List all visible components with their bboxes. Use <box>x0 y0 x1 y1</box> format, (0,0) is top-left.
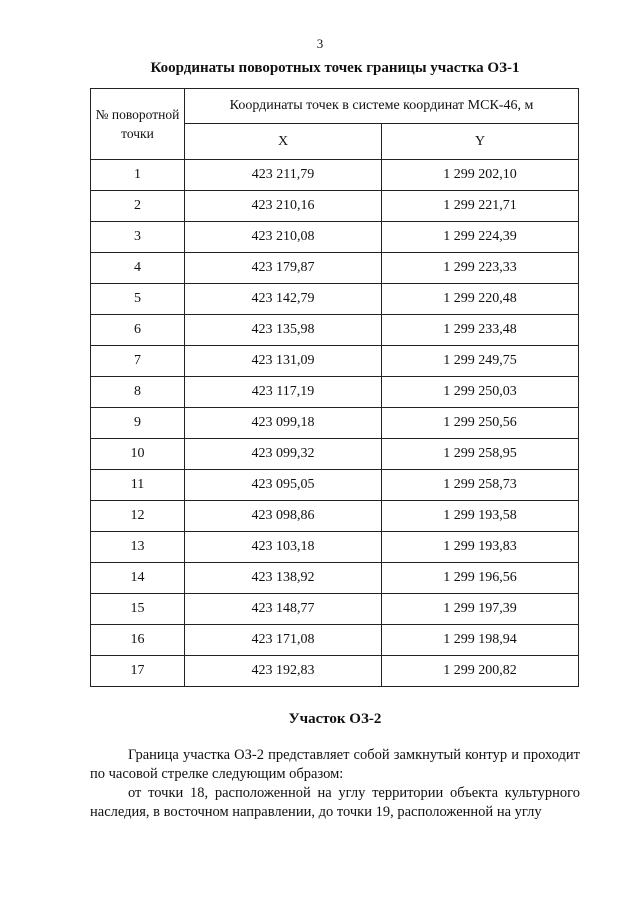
point-number-cell: 12 <box>91 501 185 532</box>
body-text <box>90 746 580 822</box>
x-coordinate-cell: 423 210,16 <box>185 191 382 222</box>
point-number-cell: 4 <box>91 253 185 284</box>
x-coordinate-cell: 423 098,86 <box>185 501 382 532</box>
paragraph: от точки 18, расположенной на углу территории объекта культурного наследия, в восточном направлении, до точки 19, расположенной на углу <box>90 785 580 820</box>
y-coordinate-cell: 1 299 200,82 <box>382 656 579 687</box>
point-number-cell: 1 <box>91 160 185 191</box>
table-row <box>91 315 579 346</box>
y-coordinate-cell: 1 299 193,58 <box>382 501 579 532</box>
table-row <box>91 160 579 191</box>
y-coordinate-cell: 1 299 220,48 <box>382 284 579 315</box>
x-coordinate-cell: 423 179,87 <box>185 253 382 284</box>
point-number-cell: 13 <box>91 532 185 563</box>
x-coordinate-cell: 423 171,08 <box>185 625 382 656</box>
table-row <box>91 594 579 625</box>
point-number-cell: 3 <box>91 222 185 253</box>
table-row <box>91 191 579 222</box>
y-coordinate-cell: 1 299 249,75 <box>382 346 579 377</box>
point-number-cell: 2 <box>91 191 185 222</box>
table-row <box>91 439 579 470</box>
x-coordinate-cell: 423 148,77 <box>185 594 382 625</box>
header-y: Y <box>382 124 579 160</box>
point-number-cell: 17 <box>91 656 185 687</box>
point-number-cell: 11 <box>91 470 185 501</box>
x-coordinate-cell: 423 131,09 <box>185 346 382 377</box>
table-row <box>91 532 579 563</box>
coordinates-table <box>90 88 579 687</box>
y-coordinate-cell: 1 299 224,39 <box>382 222 579 253</box>
point-number-cell: 8 <box>91 377 185 408</box>
point-number-cell: 5 <box>91 284 185 315</box>
y-coordinate-cell: 1 299 258,73 <box>382 470 579 501</box>
table-row <box>91 346 579 377</box>
x-coordinate-cell: 423 142,79 <box>185 284 382 315</box>
y-coordinate-cell: 1 299 196,56 <box>382 563 579 594</box>
x-coordinate-cell: 423 099,32 <box>185 439 382 470</box>
point-number-cell: 10 <box>91 439 185 470</box>
header-point-number: № поворотной точки <box>91 89 185 160</box>
x-coordinate-cell: 423 138,92 <box>185 563 382 594</box>
table-body <box>91 160 579 687</box>
table-row <box>91 563 579 594</box>
y-coordinate-cell: 1 299 223,33 <box>382 253 579 284</box>
x-coordinate-cell: 423 135,98 <box>185 315 382 346</box>
point-number-cell: 7 <box>91 346 185 377</box>
point-number-cell: 9 <box>91 408 185 439</box>
x-coordinate-cell: 423 192,83 <box>185 656 382 687</box>
y-coordinate-cell: 1 299 233,48 <box>382 315 579 346</box>
table-row <box>91 253 579 284</box>
point-number-cell: 6 <box>91 315 185 346</box>
header-coordinate-system: Координаты точек в системе координат МСК-46, м <box>185 89 579 124</box>
table-row <box>91 470 579 501</box>
document-title: Координаты поворотных точек границы участка ОЗ-1 <box>150 60 520 76</box>
table-row <box>91 625 579 656</box>
y-coordinate-cell: 1 299 258,95 <box>382 439 579 470</box>
table-row <box>91 284 579 315</box>
y-coordinate-cell: 1 299 193,83 <box>382 532 579 563</box>
x-coordinate-cell: 423 211,79 <box>185 160 382 191</box>
table-row <box>91 222 579 253</box>
x-coordinate-cell: 423 103,18 <box>185 532 382 563</box>
table-row <box>91 501 579 532</box>
x-coordinate-cell: 423 099,18 <box>185 408 382 439</box>
table-row <box>91 656 579 687</box>
y-coordinate-cell: 1 299 250,56 <box>382 408 579 439</box>
header-x: X <box>185 124 382 160</box>
y-coordinate-cell: 1 299 221,71 <box>382 191 579 222</box>
table-row <box>91 377 579 408</box>
y-coordinate-cell: 1 299 250,03 <box>382 377 579 408</box>
y-coordinate-cell: 1 299 198,94 <box>382 625 579 656</box>
paragraph: Граница участка ОЗ-2 представляет собой замкнутый контур и проходит по часовой стрелке следующим образом: <box>90 747 580 782</box>
x-coordinate-cell: 423 210,08 <box>185 222 382 253</box>
point-number-cell: 14 <box>91 563 185 594</box>
page-number: 3 <box>316 36 324 51</box>
x-coordinate-cell: 423 117,19 <box>185 377 382 408</box>
y-coordinate-cell: 1 299 197,39 <box>382 594 579 625</box>
x-coordinate-cell: 423 095,05 <box>185 470 382 501</box>
table-row <box>91 408 579 439</box>
point-number-cell: 15 <box>91 594 185 625</box>
section-title: Участок ОЗ-2 <box>288 711 382 727</box>
point-number-cell: 16 <box>91 625 185 656</box>
y-coordinate-cell: 1 299 202,10 <box>382 160 579 191</box>
